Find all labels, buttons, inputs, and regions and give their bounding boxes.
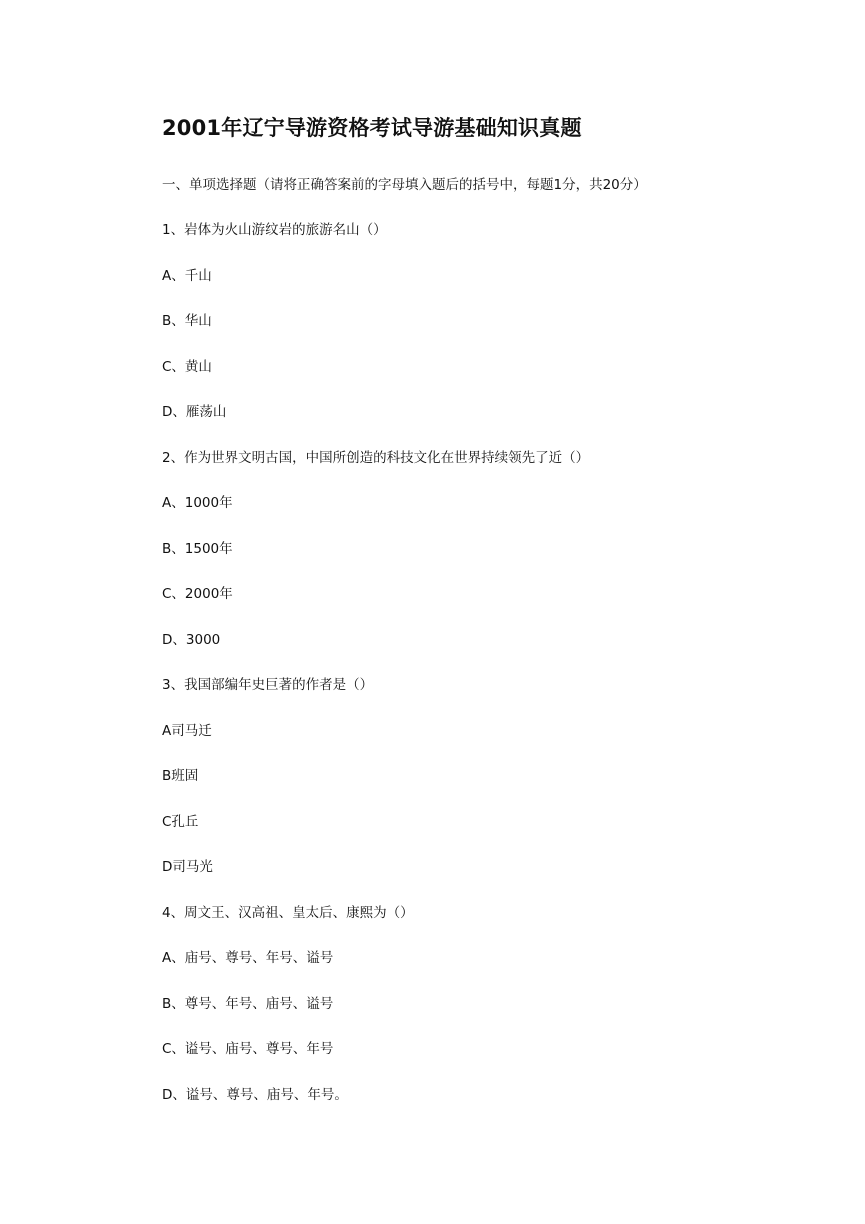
answer-option: C、黄山 — [162, 359, 212, 375]
question-stem: 1、岩体为火山游纹岩的旅游名山（） — [162, 222, 387, 238]
answer-option: D、3000 — [162, 632, 221, 648]
answer-option: D、谥号、尊号、庙号、年号。 — [162, 1087, 348, 1103]
section-heading: 一、单项选择题（请将正确答案前的字母填入题后的括号中，每题1分，共20分） — [162, 177, 647, 193]
answer-option: B、1500年 — [162, 541, 233, 557]
answer-option: B班固 — [162, 768, 199, 784]
answer-option: D司马光 — [162, 859, 213, 875]
answer-option: B、华山 — [162, 313, 212, 329]
answer-option: C孔丘 — [162, 814, 199, 830]
answer-option: A司马迁 — [162, 723, 212, 739]
question-stem: 2、作为世界文明古国，中国所创造的科技文化在世界持续领先了近（） — [162, 450, 590, 466]
answer-option: A、1000年 — [162, 495, 233, 511]
question-stem: 4、周文王、汉高祖、皇太后、康熙为（） — [162, 905, 414, 921]
question-stem: 3、我国部编年史巨著的作者是（） — [162, 677, 374, 693]
answer-option: A、庙号、尊号、年号、谥号 — [162, 950, 334, 966]
answer-option: C、2000年 — [162, 586, 233, 602]
answer-option: C、谥号、庙号、尊号、年号 — [162, 1041, 334, 1057]
answer-option: A、千山 — [162, 268, 212, 284]
answer-option: B、尊号、年号、庙号、谥号 — [162, 996, 334, 1012]
answer-option: D、雁荡山 — [162, 404, 227, 420]
page-title: 2001年辽宁导游资格考试导游基础知识真题 — [162, 116, 582, 140]
